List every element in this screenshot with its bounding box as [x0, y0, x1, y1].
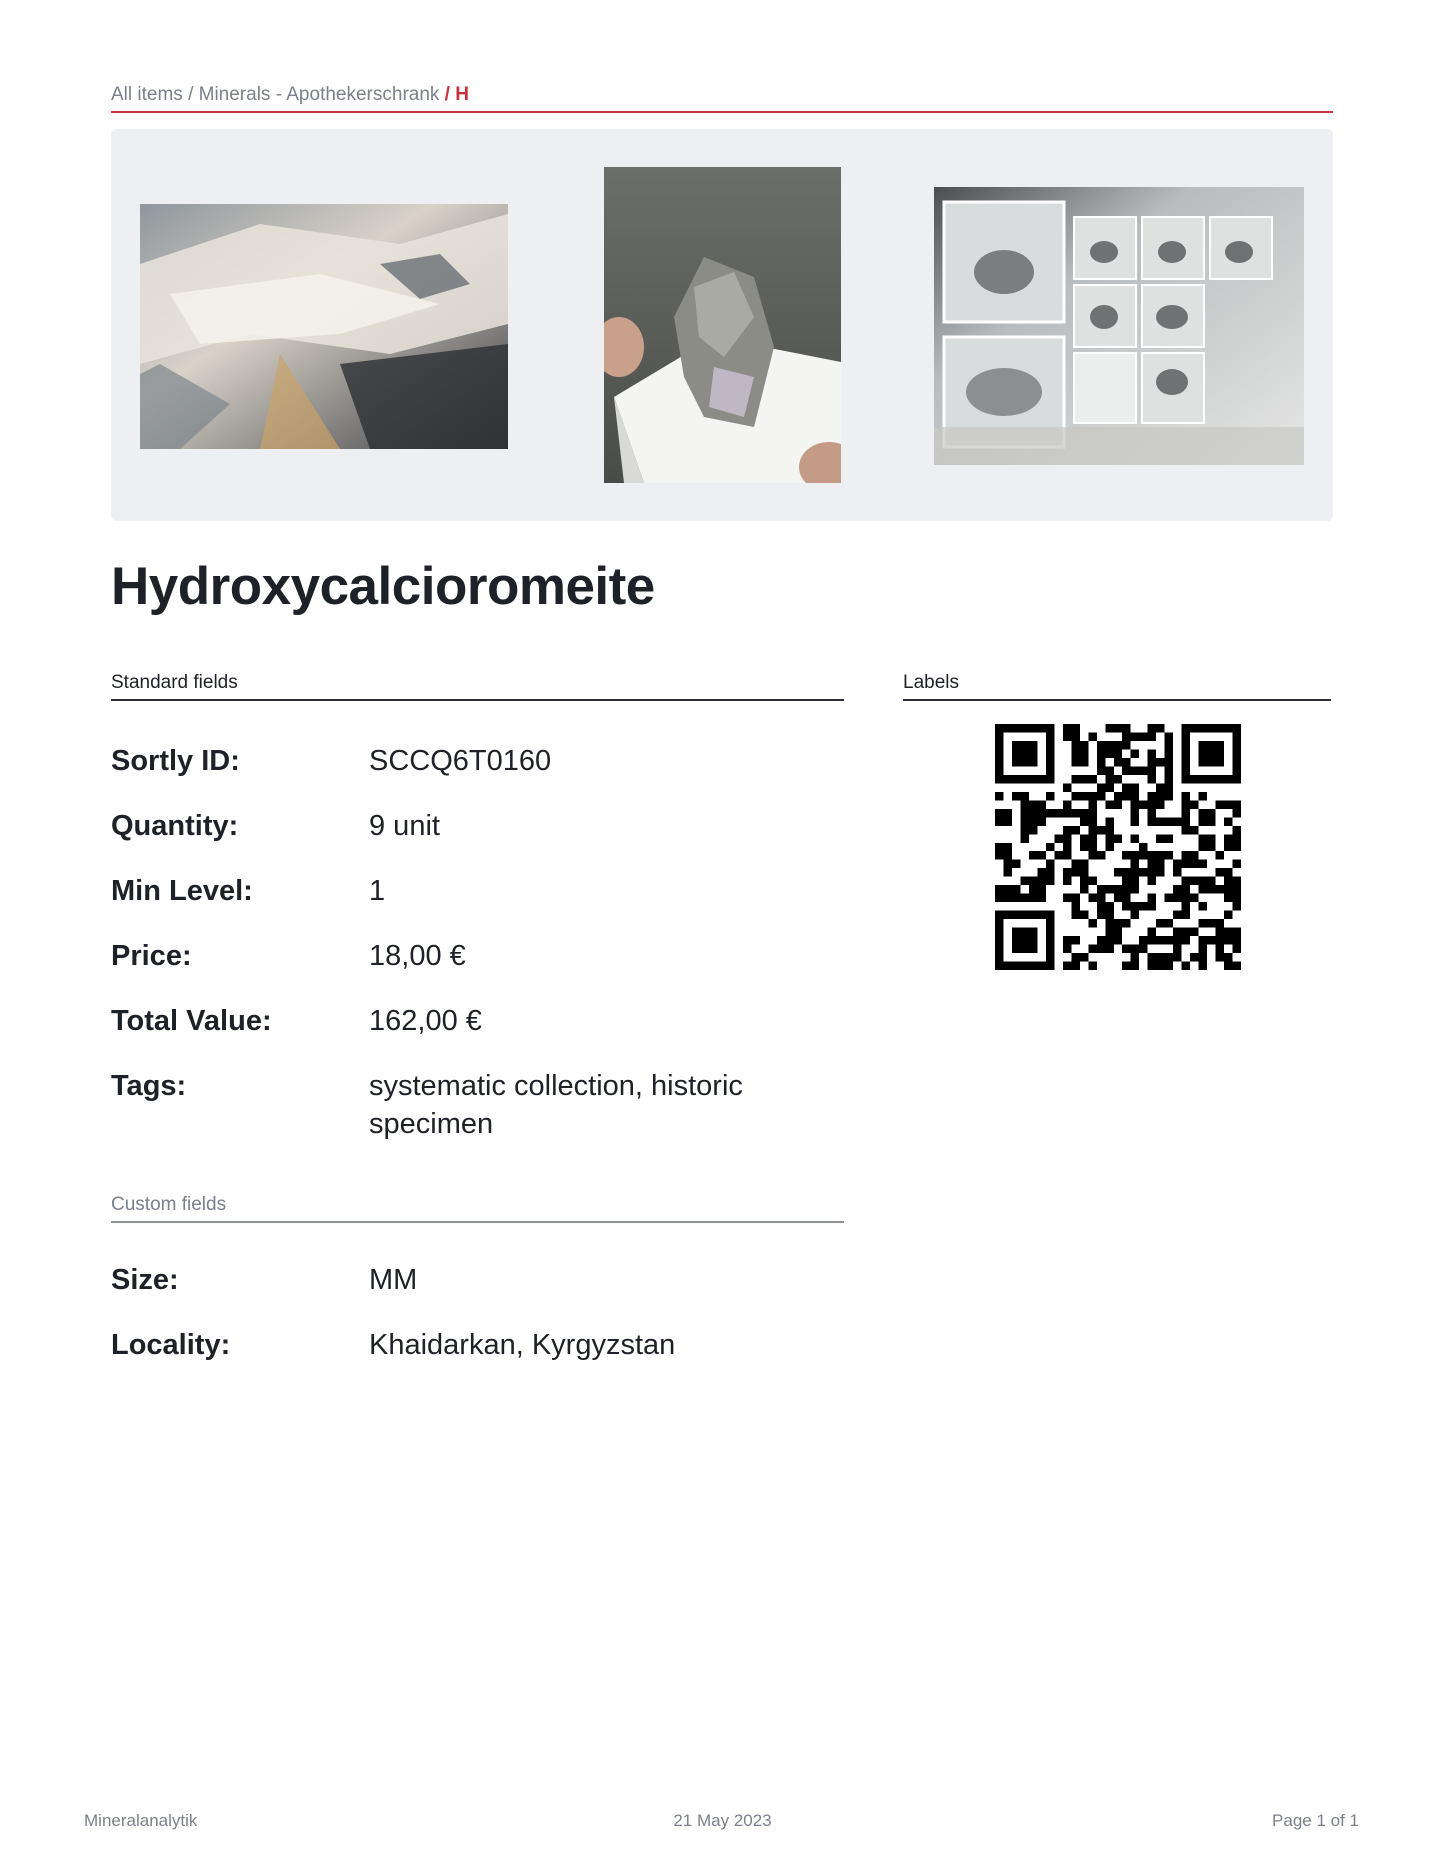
field-label: Tags:: [111, 1070, 187, 1102]
field-value: systematic collection, historic specimen: [369, 1070, 743, 1140]
qr-code-icon: [995, 724, 1241, 970]
item-title: Hydroxycalcioromeite: [111, 557, 655, 616]
footer-company: Mineralanalytik: [84, 1811, 198, 1830]
photo-gallery: [111, 129, 1333, 521]
field-label: Quantity:: [111, 810, 239, 842]
labels-heading: Labels: [903, 672, 1331, 701]
breadcrumb-current: / H: [439, 84, 469, 105]
field-label: Locality:: [111, 1329, 231, 1361]
field-value: 18,00 €: [369, 940, 466, 972]
qr-code-label: [995, 724, 1241, 970]
breadcrumb: [111, 84, 1333, 113]
item-photo-specimen-box[interactable]: [604, 167, 841, 483]
custom-fields-heading: Custom fields: [111, 1194, 844, 1223]
standard-fields-heading: Standard fields: [111, 672, 844, 701]
field-value: MM: [369, 1264, 418, 1296]
footer-date: 21 May 2023: [673, 1811, 772, 1830]
field-label: Price:: [111, 940, 192, 972]
field-label: Total Value:: [111, 1005, 272, 1037]
field-value: 162,00 €: [369, 1005, 482, 1037]
item-photo-closeup[interactable]: [140, 204, 508, 449]
field-label: Min Level:: [111, 875, 253, 907]
footer-page-number: Page 1 of 1: [1272, 1811, 1359, 1830]
field-label: Size:: [111, 1264, 179, 1296]
breadcrumb-path[interactable]: All items / Minerals - Apothekerschrank: [111, 84, 440, 105]
field-value: 1: [369, 875, 386, 907]
field-value: 9 unit: [369, 810, 440, 842]
field-value: SCCQ6T0160: [369, 745, 552, 777]
field-value: Khaidarkan, Kyrgyzstan: [369, 1329, 676, 1361]
field-label: Sortly ID:: [111, 745, 240, 777]
item-photo-collection-drawer[interactable]: [934, 187, 1304, 465]
